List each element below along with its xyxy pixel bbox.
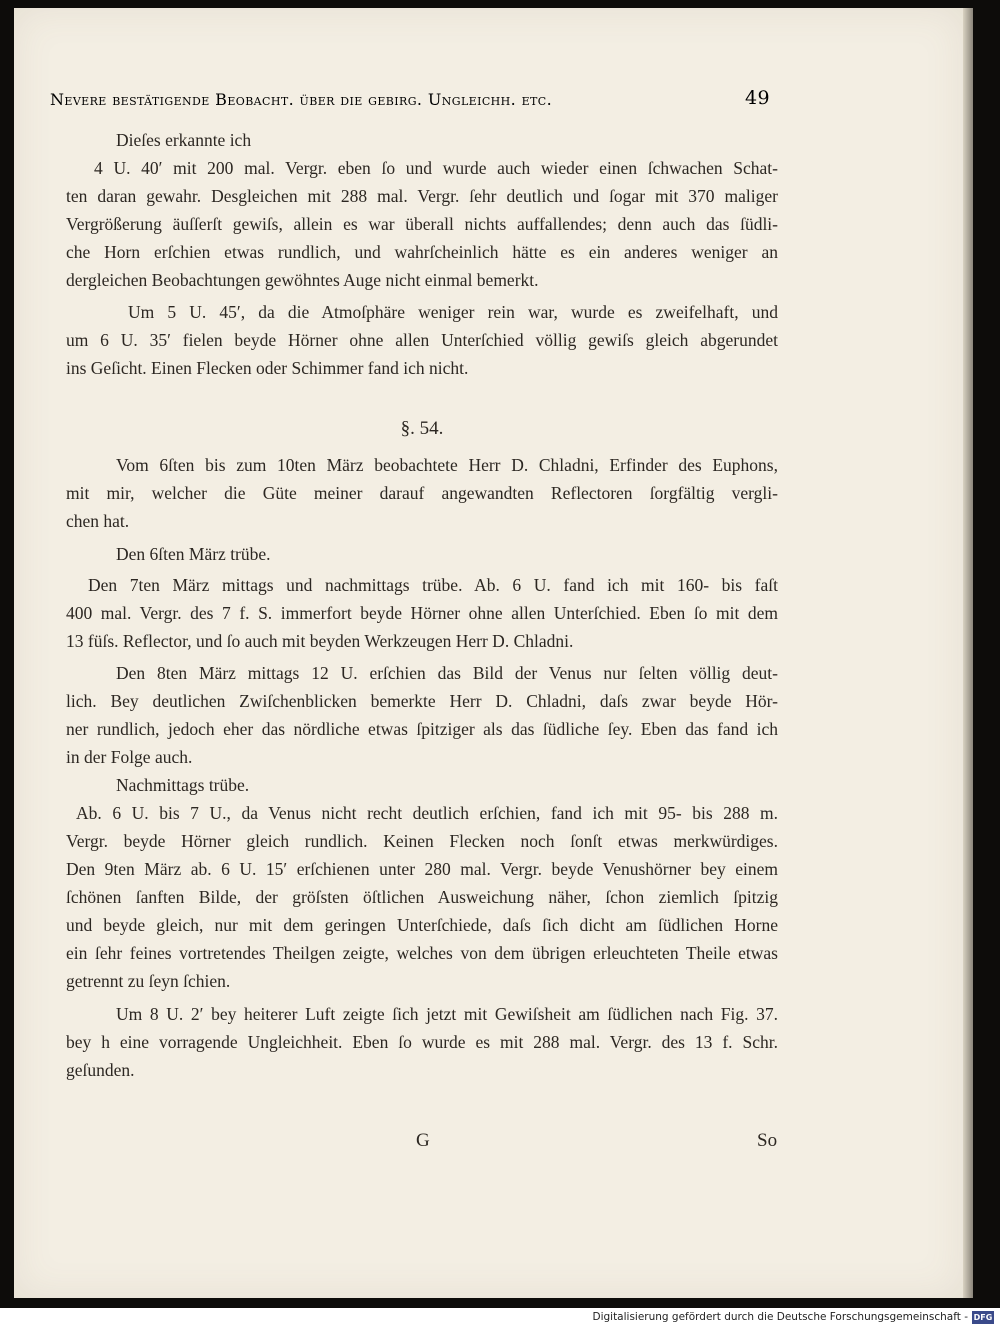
page-number: 49 <box>745 87 770 109</box>
funding-footer <box>0 1308 1000 1328</box>
text-line: ten daran gewahr. Desgleichen mit 288 mal. Vergr. ſehr deutlich und ſogar mit 370 maliger <box>66 186 778 206</box>
text-line: Den 7ten März mittags und nachmittags trübe. Ab. 6 U. fand ich mit 160- bis faſt <box>88 575 778 595</box>
text-line: 4 U. 40′ mit 200 mal. Vergr. eben ſo und wurde auch wieder einen ſchwachen Schat- <box>94 158 778 178</box>
dfg-logo-icon: DFG <box>973 1313 993 1322</box>
text-line: Den 6ſten März trübe. <box>116 544 271 564</box>
text-line: ein ſehr feines vortretendes Theilgen zeigte, welches von dem übrigen erleuchteten Theile etwas <box>66 943 778 963</box>
page-edge <box>963 8 973 1298</box>
running-header <box>50 87 770 109</box>
text-line: 13 füſs. Reflector, und ſo auch mit beyden Werkzeugen Herr D. Chladni. <box>66 631 574 651</box>
text-line: bey h eine vorragende Ungleichheit. Eben ſo wurde es mit 288 mal. Vergr. des 13 f. Schr. <box>66 1032 778 1052</box>
funding-text: Digitalisierung gefördert durch die Deutsche Forschungsgemeinschaft - <box>592 1311 968 1323</box>
text-line: Nachmittags trübe. <box>116 775 250 795</box>
text-line: Vergr. beyde Hörner gleich rundlich. Keinen Flecken noch ſonſt etwas merkwürdiges. <box>66 831 778 851</box>
text-line: lich. Bey deutlichen Zwiſchenblicken bemerkte Herr D. Chladni, daſs zwar beyde Hör- <box>66 691 778 711</box>
text-line: Vom 6ſten bis zum 10ten März beobachtete Herr D. Chladni, Erfinder des Euphons, <box>116 455 778 475</box>
text-line: um 6 U. 35′ fielen beyde Hörner ohne allen Unterſchied völlig gewiſs gleich abgerundet <box>66 330 778 350</box>
text-line: Um 5 U. 45′, da die Atmoſphäre weniger rein war, wurde es zweifelhaft, und <box>128 302 778 322</box>
text-line: ner rundlich, jedoch eher das nördliche etwas ſpitziger als das ſüdliche ſey. Eben das fand ich <box>66 719 778 739</box>
text-line: ſchönen ſanften Bilde, der gröſsten öſtlichen Ausweichung näher, ſchon ziemlich ſpitzig <box>66 887 778 907</box>
book-page <box>14 8 963 1298</box>
text-line: Um 8 U. 2′ bey heiterer Luft zeigte ſich jetzt mit Gewiſsheit am ſüdlichen nach Fig. 37. <box>116 1004 778 1024</box>
text-line: Den 8ten März mittags 12 U. erſchien das Bild der Venus nur ſelten völlig deut- <box>116 663 778 683</box>
text-line: ins Geſicht. Einen Flecken oder Schimmer fand ich nicht. <box>66 358 469 378</box>
text-line: Den 9ten März ab. 6 U. 15′ erſchienen unter 280 mal. Vergr. beyde Venushörner bey einem <box>66 859 778 879</box>
text-line: und beyde gleich, nur mit dem geringen Unterſchiede, daſs ſich dicht am ſüdlichen Horne <box>66 915 778 935</box>
text-line: 400 mal. Vergr. des 7 f. S. immerfort beyde Hörner ohne allen Unterſchied. Eben ſo mit dem <box>66 603 778 623</box>
signature-mark: G <box>416 1130 430 1151</box>
text-line: in der Folge auch. <box>66 747 193 767</box>
section-heading: §. 54. <box>400 418 444 439</box>
text-line: che Horn erſchien etwas rundlich, und wahrſcheinlich hätte es ein anderes weniger an <box>66 242 778 262</box>
text-line: Ab. 6 U. bis 7 U., da Venus nicht recht deutlich erſchien, fand ich mit 95- bis 288 m. <box>76 803 778 823</box>
text-line: chen hat. <box>66 511 130 531</box>
text-line: Dieſes erkannte ich <box>116 130 252 150</box>
running-header-title: Nevere bestätigende Beobacht. über die gebirg. Ungleichh. etc. <box>50 90 553 109</box>
text-line: getrennt zu ſeyn ſchien. <box>66 971 231 991</box>
text-line: Vergrößerung äuſſerſt gewiſs, allein es war überall nichts auffallendes; denn auch das ſüdli- <box>66 214 778 234</box>
text-line: mit mir, welcher die Güte meiner darauf angewandten Reflectoren ſorgfältig vergli- <box>66 483 778 503</box>
text-line: geſunden. <box>66 1060 135 1080</box>
text-line: dergleichen Beobachtungen gewöhntes Auge nicht einmal bemerkt. <box>66 270 539 290</box>
catchword: So <box>757 1130 778 1151</box>
